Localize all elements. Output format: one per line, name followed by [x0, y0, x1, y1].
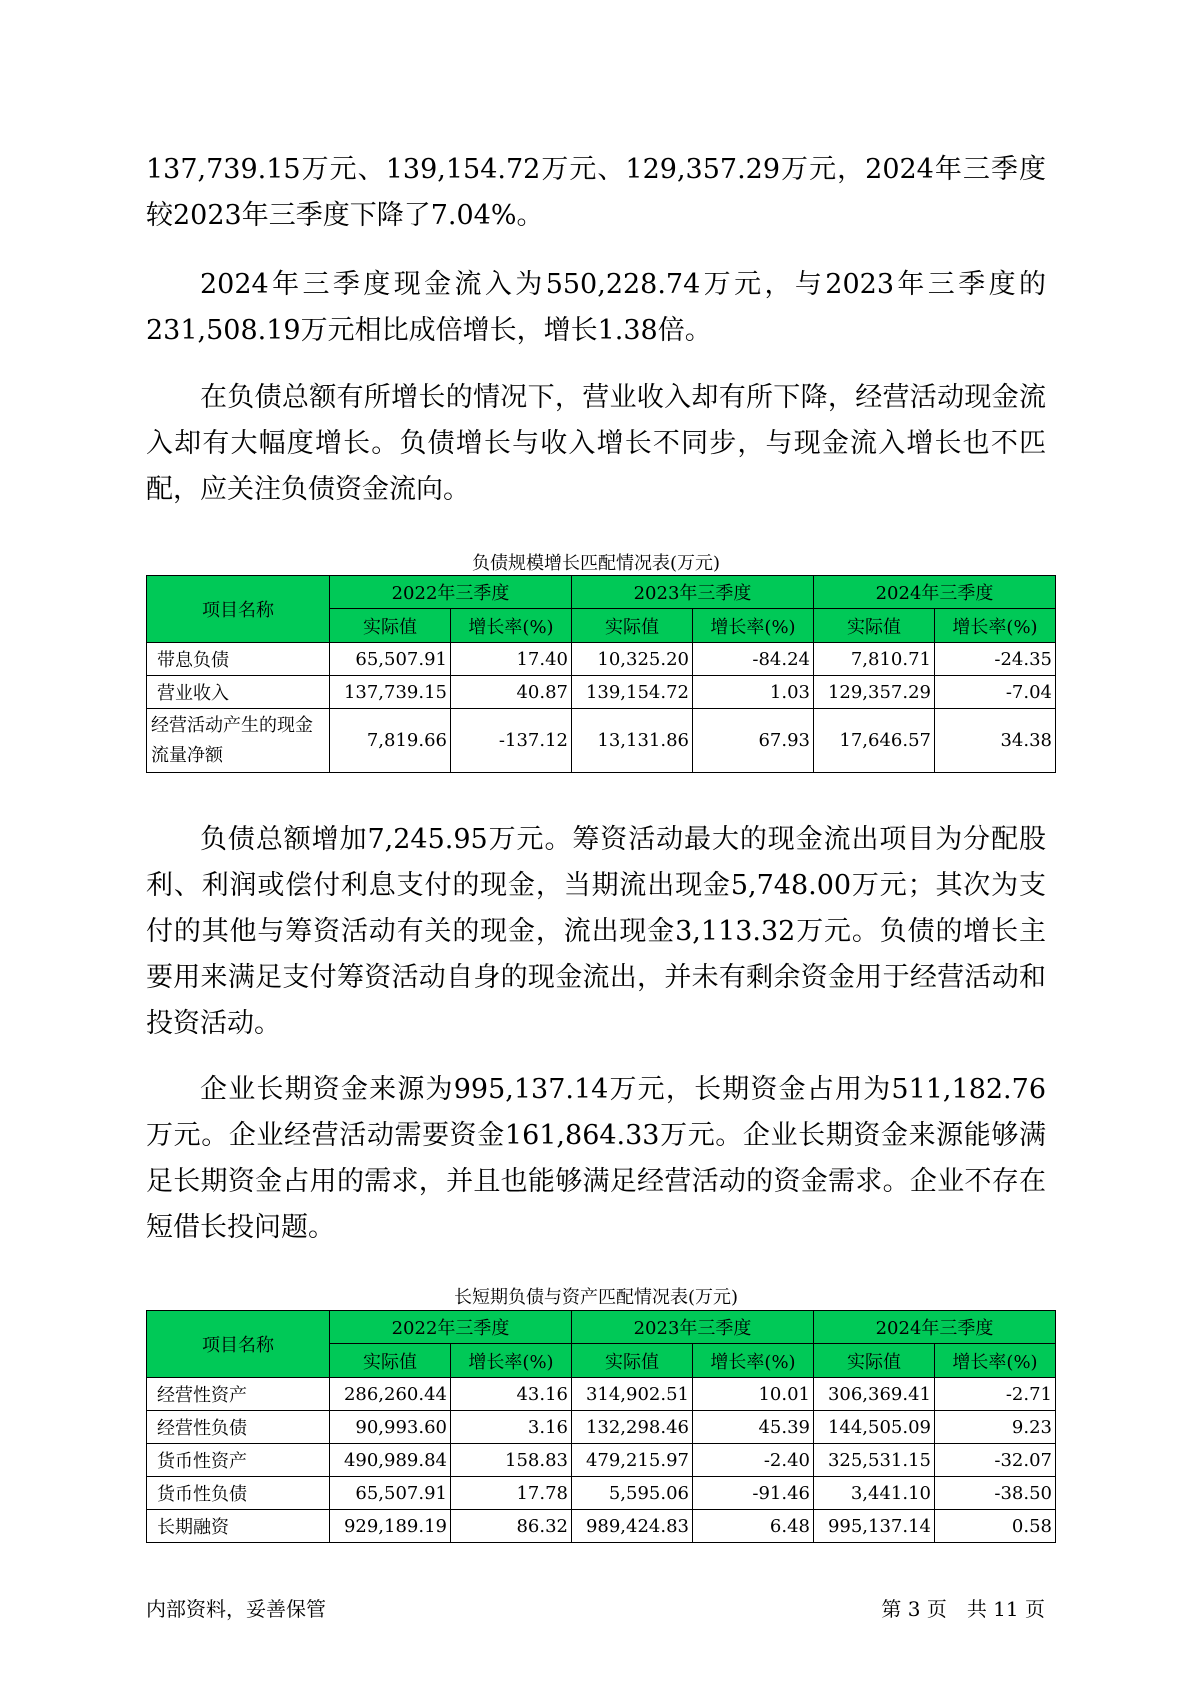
table-cell: 34.38 [935, 709, 1056, 773]
row-label: 货币性负债 [147, 1477, 330, 1510]
table-cell: 17.40 [451, 643, 572, 676]
table-cell: -84.24 [693, 643, 814, 676]
table-cell: 144,505.09 [814, 1411, 935, 1444]
table-cell: 3,441.10 [814, 1477, 935, 1510]
row-label: 长期融资 [147, 1510, 330, 1543]
table-cell: 989,424.83 [572, 1510, 693, 1543]
paragraph-debt-analysis: 在负债总额有所增长的情况下，营业收入却有所下降，经营活动现金流入却有大幅度增长。负债增长与收入增长不同步，与现金流入增长也不匹配，应关注负债资金流向。 [146, 382, 1046, 505]
table-cell: 9.23 [935, 1411, 1056, 1444]
actual-value-header: 实际值 [572, 609, 693, 643]
period-header: 2023年三季度 [572, 1311, 814, 1344]
table-cell: 5,595.06 [572, 1477, 693, 1510]
table1-caption: 负债规模增长匹配情况表(万元) [471, 553, 721, 574]
table-row [147, 1378, 1056, 1411]
item-name-header: 项目名称 [147, 576, 330, 643]
table2-caption: 长短期负债与资产匹配情况表(万元) [453, 1287, 739, 1308]
paragraph-long-term-funds: 企业长期资金来源为995,137.14万元，长期资金占用为511,182.76万元。企业经营活动需要资金161,864.33万元。企业长期资金来源能够满足长期资金占用的需求，并且也能够满足经营活动的资金需求。企业不存在短借长投问题。 [146, 1074, 1046, 1243]
table-cell: 137,739.15 [330, 676, 451, 709]
table-cell: 3.16 [451, 1411, 572, 1444]
row-label: 经营性资产 [147, 1378, 330, 1411]
growth-rate-header: 增长率(%) [451, 609, 572, 643]
table-row [147, 709, 1056, 773]
table-cell: 17.78 [451, 1477, 572, 1510]
row-label: 货币性资产 [147, 1444, 330, 1477]
item-name-header: 项目名称 [147, 1311, 330, 1378]
growth-rate-header: 增长率(%) [693, 609, 814, 643]
table-cell: -137.12 [451, 709, 572, 773]
table-cell: 479,215.97 [572, 1444, 693, 1477]
table-cell: -91.46 [693, 1477, 814, 1510]
debt-growth-table [146, 575, 1056, 773]
row-label: 经营性负债 [147, 1411, 330, 1444]
table-cell: 65,507.91 [330, 643, 451, 676]
table-cell: 306,369.41 [814, 1378, 935, 1411]
table-cell: -2.71 [935, 1378, 1056, 1411]
table-cell: 65,507.91 [330, 1477, 451, 1510]
asset-liability-match-table [146, 1310, 1056, 1543]
table-cell: 45.39 [693, 1411, 814, 1444]
period-header: 2022年三季度 [330, 576, 572, 609]
actual-value-header: 实际值 [572, 1344, 693, 1378]
paragraph-continuation: 137,739.15万元、139,154.72万元、129,357.29万元，2024年三季度较2023年三季度下降了7.04%。 [146, 154, 1046, 231]
actual-value-header: 实际值 [330, 1344, 451, 1378]
growth-rate-header: 增长率(%) [451, 1344, 572, 1378]
table-cell: -24.35 [935, 643, 1056, 676]
period-header: 2022年三季度 [330, 1311, 572, 1344]
table-cell: 43.16 [451, 1378, 572, 1411]
period-header: 2023年三季度 [572, 576, 814, 609]
growth-rate-header: 增长率(%) [693, 1344, 814, 1378]
table-cell: 132,298.46 [572, 1411, 693, 1444]
table-row [147, 643, 1056, 676]
table-cell: 17,646.57 [814, 709, 935, 773]
table-cell: 490,989.84 [330, 1444, 451, 1477]
table-cell: 86.32 [451, 1510, 572, 1543]
actual-value-header: 实际值 [814, 609, 935, 643]
actual-value-header: 实际值 [814, 1344, 935, 1378]
paragraph-cash-inflow: 2024年三季度现金流入为550,228.74万元，与2023年三季度的231,508.19万元相比成倍增长，增长1.38倍。 [146, 269, 1046, 346]
table-cell: 995,137.14 [814, 1510, 935, 1543]
table-cell: 10.01 [693, 1378, 814, 1411]
table-cell: 0.58 [935, 1510, 1056, 1543]
growth-rate-header: 增长率(%) [935, 609, 1056, 643]
table-cell: 129,357.29 [814, 676, 935, 709]
table-cell: 40.87 [451, 676, 572, 709]
table-cell: 10,325.20 [572, 643, 693, 676]
period-header: 2024年三季度 [814, 1311, 1056, 1344]
table-cell: 13,131.86 [572, 709, 693, 773]
table-cell: 7,810.71 [814, 643, 935, 676]
row-label: 营业收入 [147, 676, 330, 709]
period-header: 2024年三季度 [814, 576, 1056, 609]
table-cell: 6.48 [693, 1510, 814, 1543]
table-cell: -38.50 [935, 1477, 1056, 1510]
table-cell: 90,993.60 [330, 1411, 451, 1444]
table-cell: 158.83 [451, 1444, 572, 1477]
row-label: 带息负债 [147, 643, 330, 676]
table-cell: 929,189.19 [330, 1510, 451, 1543]
table-cell: 67.93 [693, 709, 814, 773]
table-row [147, 1510, 1056, 1543]
footer-page-number: 第 3 页 共 11 页 [881, 1597, 1045, 1621]
table-row [147, 1477, 1056, 1510]
table-cell: 325,531.15 [814, 1444, 935, 1477]
actual-value-header: 实际值 [330, 609, 451, 643]
growth-rate-header: 增长率(%) [935, 1344, 1056, 1378]
footer-confidential-note: 内部资料，妥善保管 [146, 1597, 326, 1621]
table-cell: -2.40 [693, 1444, 814, 1477]
table-cell: -7.04 [935, 676, 1056, 709]
paragraph-debt-increase: 负债总额增加7,245.95万元。筹资活动最大的现金流出项目为分配股利、利润或偿付利息支付的现金，当期流出现金5,748.00万元；其次为支付的其他与筹资活动有关的现金，流出现金3,113.32万元。负债的增长主要用来满足支付筹资活动自身的现金流出，并未有剩余资金用于经营活动和投资活动。 [146, 824, 1046, 1039]
table-cell: 314,902.51 [572, 1378, 693, 1411]
table-row [147, 1411, 1056, 1444]
table-cell: -32.07 [935, 1444, 1056, 1477]
table-row [147, 676, 1056, 709]
table-cell: 7,819.66 [330, 709, 451, 773]
table-cell: 139,154.72 [572, 676, 693, 709]
table-cell: 286,260.44 [330, 1378, 451, 1411]
table-cell: 1.03 [693, 676, 814, 709]
table-row [147, 1444, 1056, 1477]
row-label: 经营活动产生的现金流量净额 [147, 709, 330, 773]
